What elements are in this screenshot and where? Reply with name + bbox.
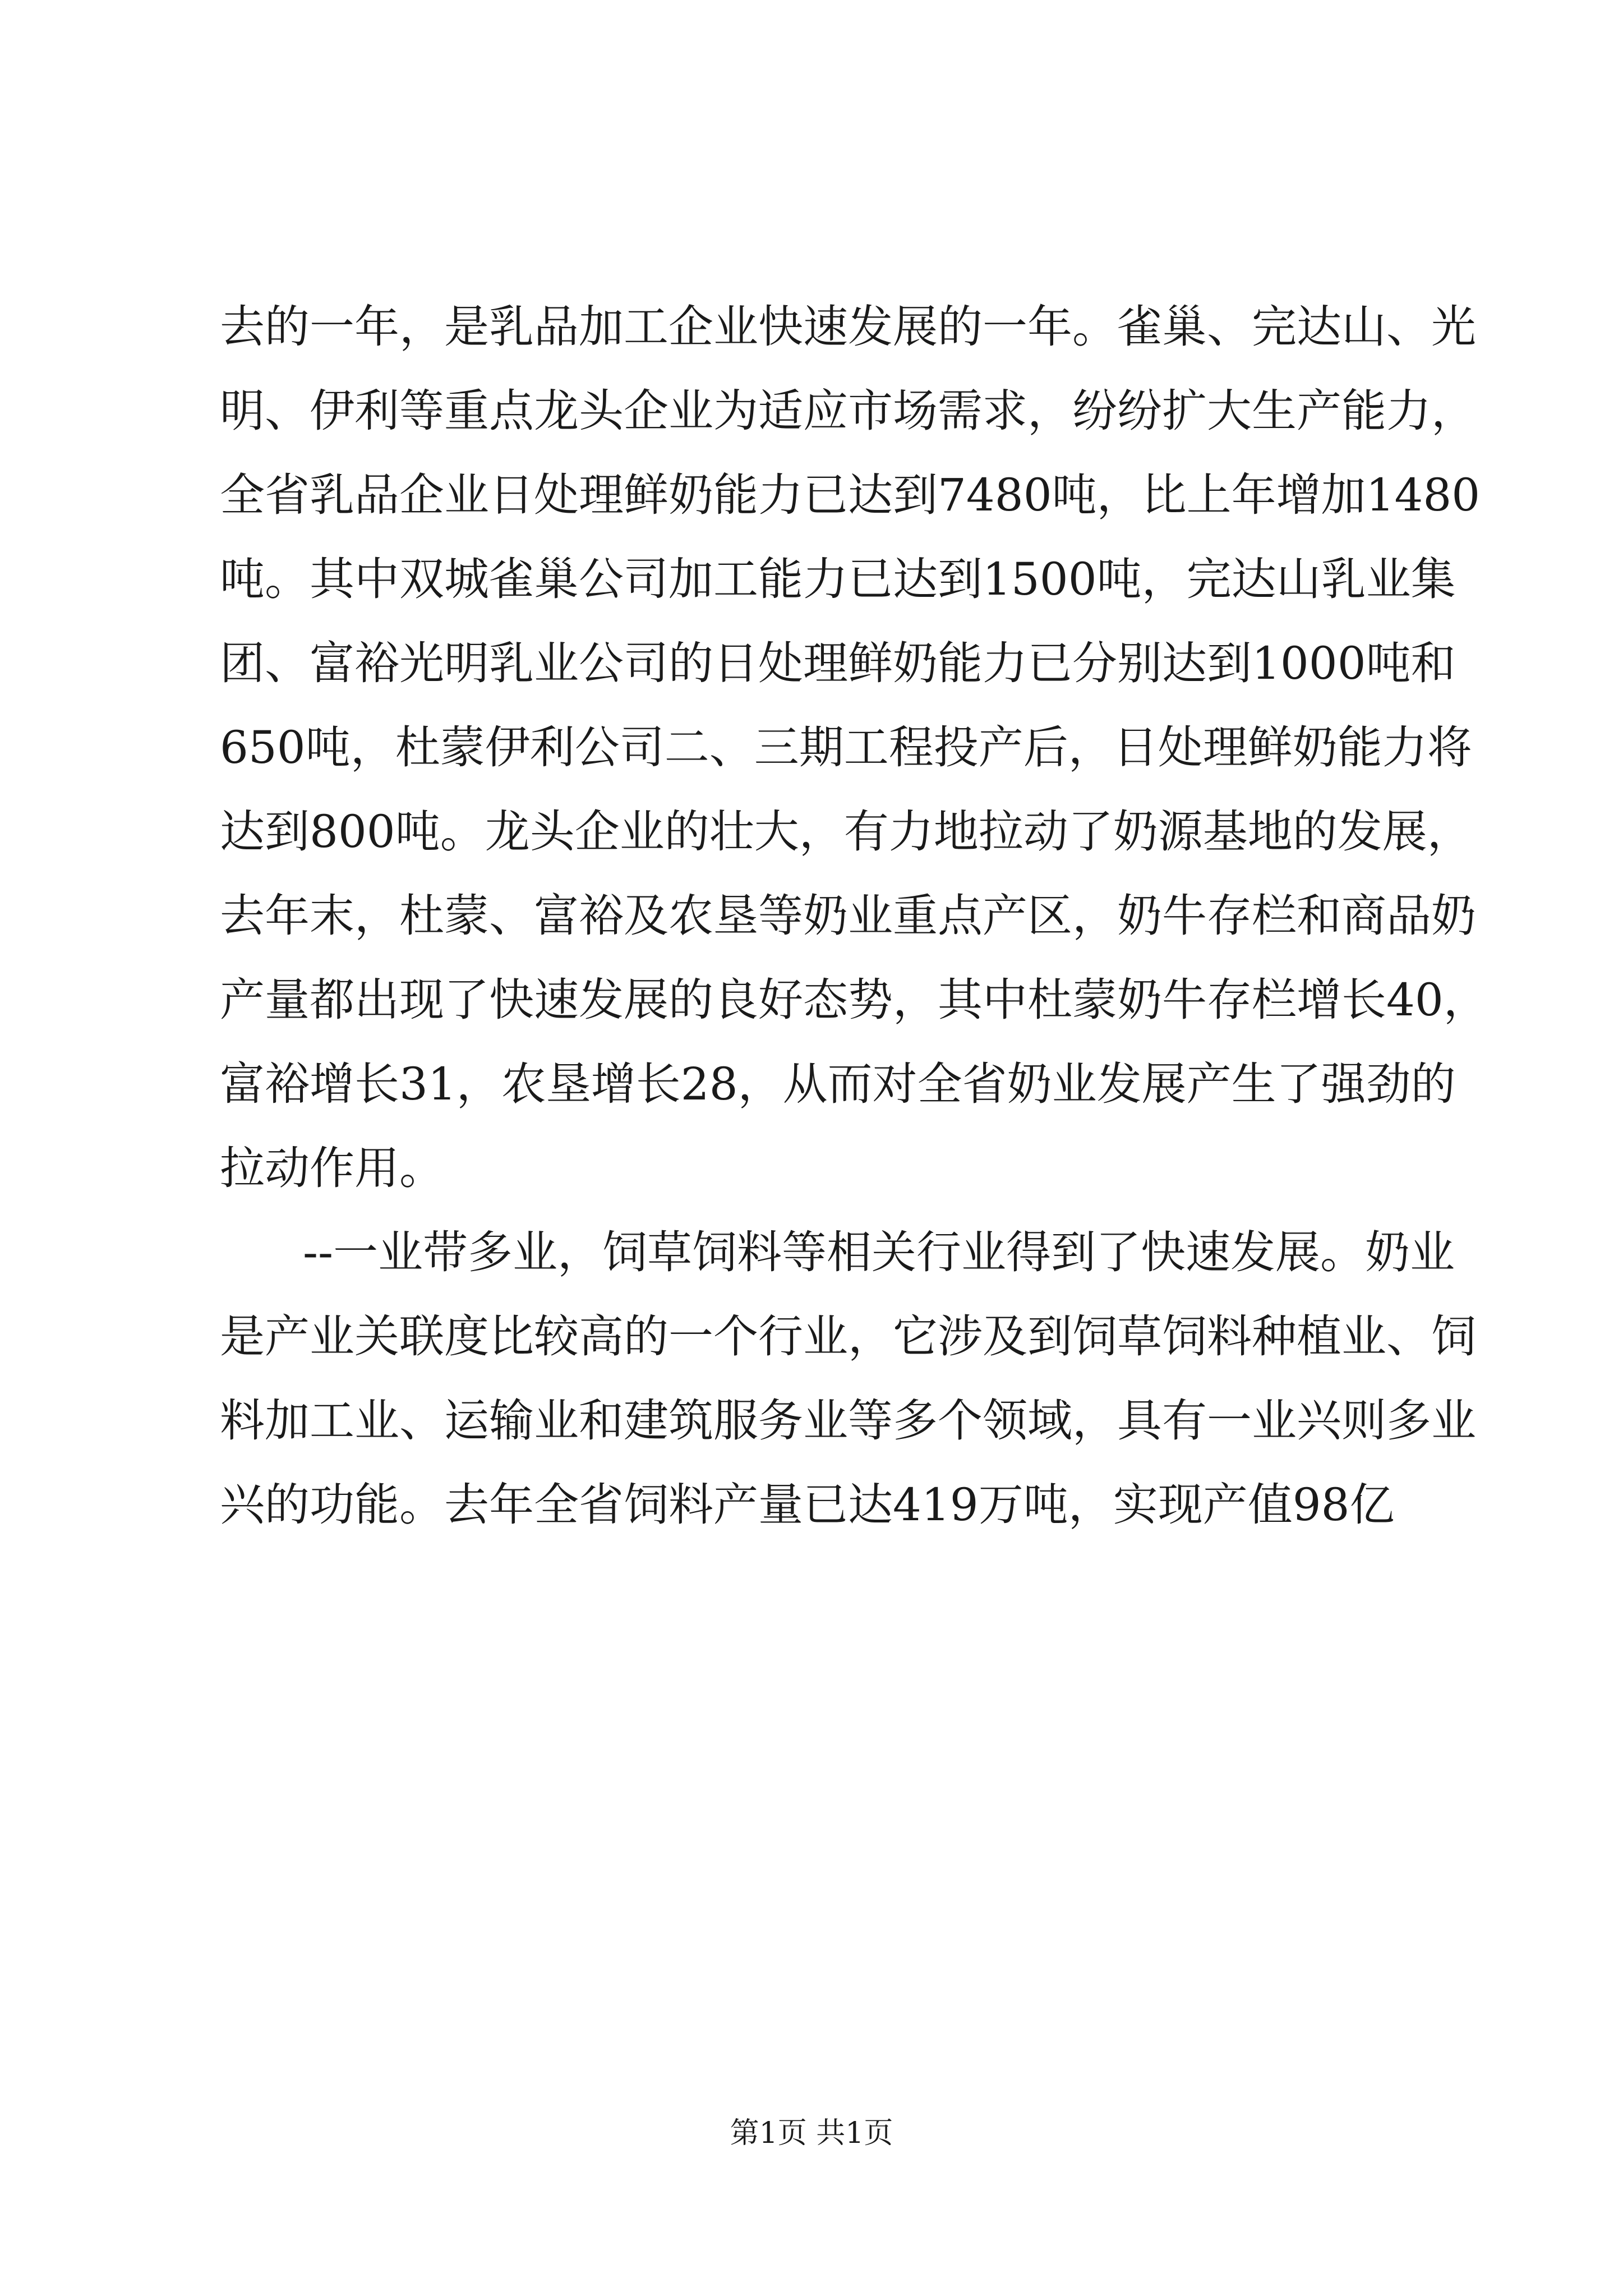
text-line: 料加工业、运输业和建筑服务业等多个领域，具有一业兴则多业 <box>220 1395 1476 1447</box>
text-line: 富裕增长31，农垦增长28，从而对全省奶业发展产生了强劲的 <box>220 1058 1456 1110</box>
text-line: 达到800吨。龙头企业的壮大，有力地拉动了奶源基地的发展， <box>220 806 1472 858</box>
text-line: 团、富裕光明乳业公司的日处理鲜奶能力已分别达到1000吨和 <box>220 637 1456 689</box>
text-line: 吨。其中双城雀巢公司加工能力已达到1500吨，完达山乳业集 <box>220 553 1456 605</box>
text-line: 产量都出现了快速发展的良好态势，其中杜蒙奶牛存栏增长40， <box>220 974 1488 1026</box>
text-line: 去的一年，是乳品加工企业快速发展的一年。雀巢、完达山、光 <box>220 301 1476 353</box>
text-line: 全省乳品企业日处理鲜奶能力已达到7480吨，比上年增加1480 <box>220 469 1481 521</box>
text-line: 拉动作用。 <box>220 1142 444 1194</box>
text-line: 兴的功能。去年全省饲料产量已达419万吨，实现产值98亿 <box>220 1479 1395 1531</box>
text-line: 650吨，杜蒙伊利公司二、三期工程投产后，日处理鲜奶能力将 <box>220 721 1472 774</box>
page-footer: 第1页 共1页 <box>730 2116 893 2150</box>
text-line: 明、伊利等重点龙头企业为适应市场需求，纷纷扩大生产能力， <box>220 385 1476 437</box>
text-line: 是产业关联度比较高的一个行业，它涉及到饲草饲料种植业、饲 <box>220 1310 1476 1363</box>
text-line: 去年末，杜蒙、富裕及农垦等奶业重点产区，奶牛存栏和商品奶 <box>220 890 1476 942</box>
paragraph-first-line: --一业带多业，饲草饲料等相关行业得到了快速发展。奶业 <box>303 1226 1455 1278</box>
